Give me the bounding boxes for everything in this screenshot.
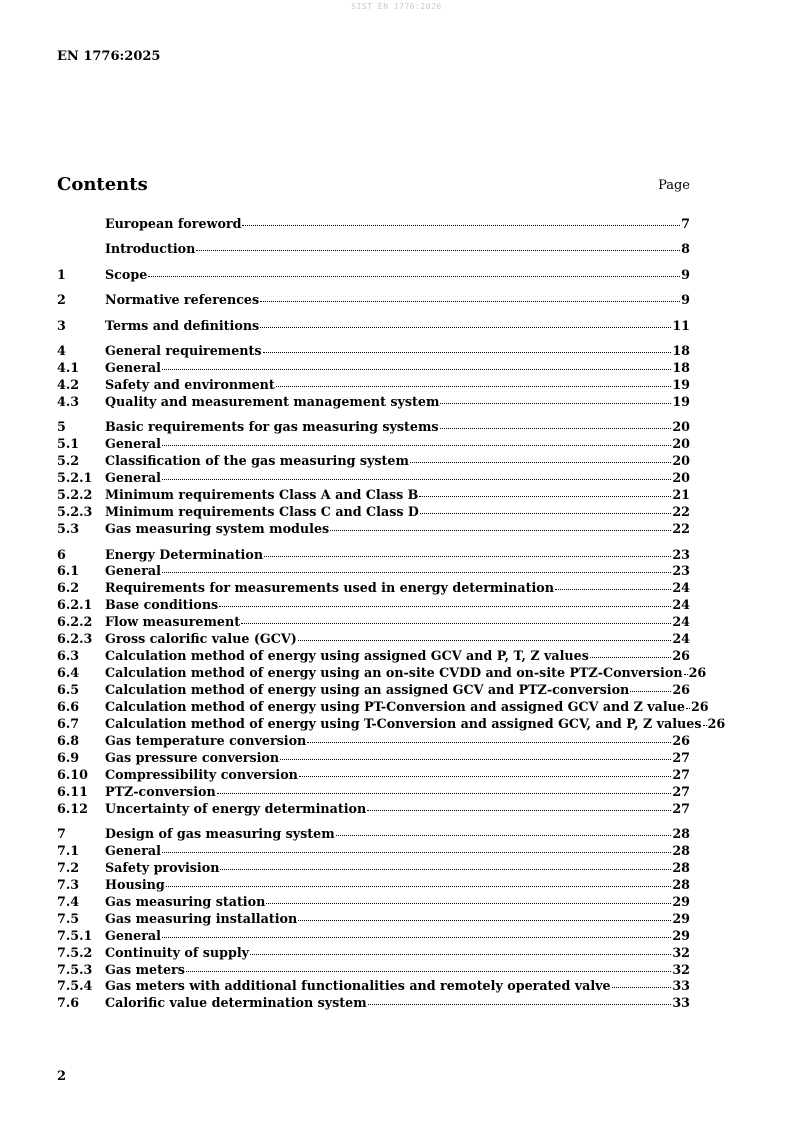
toc-entry-number: 3 [57,317,66,333]
toc-entry[interactable] [57,267,690,284]
toc-entry-title: Scope [105,266,148,282]
toc-entry-page: 24 [672,597,690,613]
toc-entry-number: 7.2 [57,859,80,875]
toc-entry-title: Calculation method of energy using PT-Conversion and assigned GCV and Z value [105,698,685,714]
toc-dot-leader [367,809,671,811]
table-of-contents [57,216,726,1021]
toc-entry-page: 9 [681,292,690,308]
toc-entry-title: Calculation method of energy using an on-site CVDD and on-site PTZ-Conversion [105,665,683,681]
toc-entry-number: 6.11 [57,783,88,799]
toc-dot-leader [217,792,672,794]
toc-entry[interactable] [57,698,709,716]
toc-dot-leader [420,512,671,514]
toc-dot-leader [299,775,671,777]
toc-entry-page: 26 [672,648,690,664]
toc-entry-title: General requirements [105,343,262,359]
toc-entry[interactable] [57,978,690,995]
toc-entry-page: 23 [672,546,690,562]
toc-entry-title: Gas pressure conversion [105,749,280,765]
toc-entry[interactable] [57,767,690,784]
toc-entry[interactable] [57,292,690,309]
toc-entry[interactable] [57,682,690,699]
toc-entry-title: Terms and definitions [105,317,260,333]
toc-entry-page: 21 [672,487,690,503]
toc-group [57,419,690,538]
toc-dot-leader [368,1003,672,1005]
toc-entry-page: 33 [672,978,690,994]
toc-entry-title: General [105,436,161,452]
toc-entry[interactable] [57,665,707,682]
toc-dot-leader [419,495,671,497]
toc-entry-title: Gross calorific value (GCV) [105,631,297,647]
toc-entry[interactable] [57,453,690,470]
toc-entry-title: Compressibility conversion [105,766,298,782]
toc-entry-number: 7 [57,826,66,841]
toc-entry-page: 18 [672,360,690,376]
toc-dot-leader [336,834,672,836]
toc-entry-title: General [105,842,161,858]
toc-entry[interactable] [57,945,690,962]
toc-entry[interactable] [57,962,690,979]
toc-entry-title: Continuity of supply [105,944,250,960]
toc-dot-leader [684,673,688,675]
toc-entry[interactable] [57,343,690,360]
toc-entry-number: 4.3 [57,394,80,409]
toc-entry-page: 7 [681,216,690,231]
toc-entry-title: Quality and measurement management system [105,394,440,409]
toc-entry[interactable] [57,377,690,394]
toc-entry-title: Gas measuring installation [105,910,298,926]
toc-entry[interactable] [57,318,690,335]
toc-dot-leader [162,444,671,446]
toc-entry[interactable] [57,801,690,818]
toc-entry-title: Gas measuring station [105,893,266,909]
toc-entry-title: General [105,927,161,943]
toc-entry-title: European foreword [105,216,242,231]
toc-entry-page: 9 [681,266,690,282]
toc-entry-title: Normative references [105,292,260,308]
toc-entry-title: Gas meters [105,961,185,977]
toc-entry[interactable] [57,521,690,538]
toc-dot-leader [196,249,680,251]
toc-entry-number: 5.1 [57,436,80,452]
toc-entry-page: 24 [672,614,690,630]
toc-entry-number: 6.6 [57,698,80,714]
toc-entry-number: 2 [57,292,66,308]
watermark: SIST EN 1776:2026 [351,2,442,11]
toc-entry[interactable] [57,826,690,843]
toc-dot-leader [219,605,671,607]
toc-entry-number: 7.5.4 [57,978,93,994]
toc-entry[interactable] [57,547,690,564]
toc-entry-title: Calculation method of energy using assigned GCV and P, T, Z values [105,648,589,664]
toc-entry-page: 26 [690,698,709,714]
toc-entry-title: Basic requirements for gas measuring systems [105,419,439,435]
toc-entry-title: Introduction [105,241,196,257]
toc-entry[interactable] [57,614,690,631]
toc-entry[interactable] [57,784,690,801]
toc-entry-number: 6.9 [57,749,80,765]
toc-entry-number: 5.2.2 [57,487,93,503]
toc-entry-number: 6.7 [57,715,80,731]
toc-entry-number: 1 [57,266,66,282]
toc-entry-page: 28 [672,826,690,841]
toc-dot-leader [703,724,707,726]
toc-group [57,318,690,335]
toc-entry[interactable] [57,216,690,233]
toc-entry-number: 6 [57,546,66,562]
toc-dot-leader [264,555,671,557]
toc-entry-page: 24 [672,631,690,647]
toc-entry[interactable] [57,419,690,436]
toc-entry-number: 7.5.3 [57,961,93,977]
toc-entry-page: 26 [672,732,690,748]
toc-group [57,292,690,309]
toc-entry-number: 5.2.1 [57,470,93,486]
toc-entry-page: 27 [672,783,690,799]
toc-entry-title: Gas measuring system modules [105,521,330,537]
toc-entry-number: 6.2 [57,580,80,596]
toc-group [57,343,690,411]
toc-entry-number: 4 [57,343,66,359]
toc-entry-title: Flow measurement [105,614,241,630]
toc-entry-number: 5.2 [57,453,80,469]
toc-entry-title: General [105,470,161,486]
toc-entry-title: Minimum requirements Class A and Class B [105,487,419,503]
toc-entry[interactable] [57,470,690,487]
toc-dot-leader [166,885,672,887]
page-column-label: Page [658,178,690,193]
toc-entry-number: 7.5.1 [57,927,93,943]
toc-dot-leader [440,402,671,404]
toc-entry[interactable] [57,843,690,860]
toc-dot-leader [220,868,671,870]
toc-dot-leader [276,385,672,387]
toc-dot-leader [260,300,680,302]
toc-entry-title: General [105,563,161,579]
toc-entry-title: Safety and environment [105,377,275,393]
toc-entry-page: 22 [672,504,690,520]
toc-entry-page: 28 [672,859,690,875]
toc-entry-title: Calculation method of energy using an assigned GCV and PTZ-conversion [105,682,630,697]
toc-dot-leader [162,571,671,573]
toc-group [57,216,690,233]
toc-group [57,546,726,818]
toc-dot-leader [590,656,671,658]
toc-entry[interactable] [57,715,726,733]
toc-entry-number: 6.1 [57,563,80,579]
toc-entry-number: 6.10 [57,766,88,782]
toc-entry-page: 18 [672,343,690,359]
toc-entry-number: 6.4 [57,665,80,681]
toc-entry[interactable] [57,750,690,767]
toc-entry-page: 26 [707,715,726,731]
toc-entry-page: 20 [672,436,690,452]
toc-dot-leader [260,326,671,328]
toc-dot-leader [162,368,671,370]
toc-entry-page: 32 [672,944,690,960]
toc-entry-title: Housing [105,876,165,892]
toc-entry-title: General [105,360,161,376]
contents-title: Contents [57,174,148,195]
toc-entry-number: 7.1 [57,842,80,858]
toc-entry[interactable] [57,860,690,877]
toc-entry-page: 29 [672,893,690,909]
toc-entry-page: 27 [672,749,690,765]
toc-entry-title: Energy Determination [105,546,264,562]
toc-entry-page: 27 [672,766,690,782]
toc-dot-leader [263,351,672,353]
toc-entry-page: 29 [672,910,690,926]
toc-entry-page: 32 [672,961,690,977]
toc-entry-page: 29 [672,927,690,943]
toc-entry[interactable] [57,995,690,1012]
toc-group [57,267,690,284]
toc-entry-page: 11 [672,317,690,333]
toc-entry-number: 6.8 [57,732,80,748]
toc-entry-page: 19 [672,377,690,393]
page-number: 2 [57,1069,67,1084]
toc-entry[interactable] [57,504,690,521]
toc-dot-leader [162,478,671,480]
toc-entry-number: 7.5 [57,910,80,926]
toc-entry[interactable] [57,877,690,894]
toc-entry-page: 24 [672,580,690,596]
document-id: EN 1776:2025 [57,49,161,64]
toc-entry[interactable] [57,631,690,648]
toc-dot-leader [186,970,671,972]
toc-dot-leader [440,427,672,429]
toc-entry[interactable] [57,580,690,597]
toc-entry[interactable] [57,241,690,258]
toc-dot-leader [555,588,671,590]
toc-entry[interactable] [57,648,690,665]
toc-entry-title: Calculation method of energy using T-Conversion and assigned GCV, and P, Z values [105,715,702,731]
toc-entry[interactable] [57,911,690,928]
toc-entry-title: Uncertainty of energy determination [105,800,367,816]
toc-entry-number: 5 [57,419,66,435]
toc-entry-number: 7.3 [57,876,80,892]
toc-entry-page: 8 [681,241,690,257]
toc-dot-leader [250,953,671,955]
toc-entry-title: Design of gas measuring system [105,826,335,841]
toc-entry-title: Safety provision [105,859,220,875]
toc-entry-number: 6.2.3 [57,631,93,647]
toc-entry[interactable] [57,487,690,504]
toc-entry-number: 6.5 [57,682,80,697]
toc-dot-leader [242,224,680,226]
toc-entry-page: 26 [688,665,707,681]
toc-entry-page: 27 [672,800,690,816]
toc-dot-leader [162,851,671,853]
toc-entry-page: 33 [672,995,690,1011]
toc-group [57,241,690,258]
toc-entry[interactable] [57,394,690,411]
toc-entry-number: 5.2.3 [57,504,93,520]
toc-entry-title: Calorific value determination system [105,995,367,1011]
toc-entry-page: 20 [672,453,690,469]
toc-entry-number: 5.3 [57,521,80,537]
toc-entry-page: 19 [672,394,690,409]
toc-dot-leader [307,741,671,743]
toc-dot-leader [298,919,671,921]
toc-entry-title: Gas meters with additional functionalities and remotely operated valve [105,978,611,994]
toc-entry-number: 6.2.1 [57,597,93,613]
toc-dot-leader [330,529,671,531]
toc-entry-page: 20 [672,470,690,486]
toc-entry-page: 28 [672,842,690,858]
toc-entry-page: 28 [672,876,690,892]
toc-dot-leader [630,690,671,692]
toc-dot-leader [612,986,672,988]
toc-entry-page: 26 [672,682,690,697]
toc-entry[interactable] [57,894,690,911]
toc-dot-leader [410,461,671,463]
toc-dot-leader [241,622,671,624]
toc-entry-title: Classification of the gas measuring system [105,453,409,469]
toc-dot-leader [686,707,690,709]
toc-entry-page: 20 [672,419,690,435]
toc-entry-title: PTZ-conversion [105,783,216,799]
toc-entry-number: 4.2 [57,377,80,393]
toc-dot-leader [298,639,672,641]
toc-entry[interactable] [57,928,690,945]
toc-entry[interactable] [57,360,690,377]
toc-group [57,826,690,1012]
toc-entry[interactable] [57,597,690,614]
toc-entry-title: Base conditions [105,597,219,613]
toc-entry[interactable] [57,563,690,580]
toc-entry-title: Gas temperature conversion [105,732,307,748]
toc-dot-leader [148,275,680,277]
toc-entry-page: 22 [672,521,690,537]
toc-entry-number: 7.5.2 [57,944,93,960]
toc-entry-title: Requirements for measurements used in energy determination [105,580,554,596]
toc-entry[interactable] [57,733,690,750]
toc-entry-number: 6.2.2 [57,614,93,630]
toc-dot-leader [162,936,671,938]
toc-entry-number: 6.3 [57,648,80,664]
toc-dot-leader [266,902,671,904]
toc-entry[interactable] [57,436,690,453]
toc-entry-number: 4.1 [57,360,80,376]
toc-entry-number: 6.12 [57,800,88,816]
toc-entry-page: 23 [672,563,690,579]
toc-entry-number: 7.4 [57,893,80,909]
toc-entry-title: Minimum requirements Class C and Class D [105,504,419,520]
toc-entry-number: 7.6 [57,995,80,1011]
toc-dot-leader [280,758,671,760]
